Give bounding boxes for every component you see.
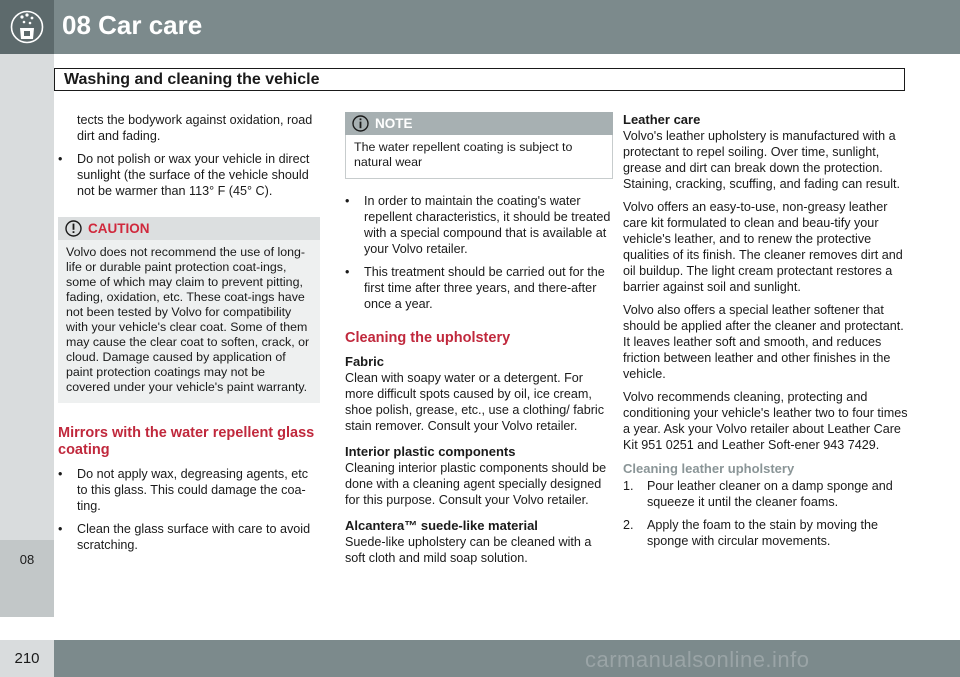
column-1: [58, 112, 320, 560]
list-item-text: Clean the glass surface with care to avoid scratching.: [77, 522, 311, 552]
cleaning-leather-heading: Cleaning leather upholstery: [623, 461, 795, 476]
list-item: [58, 466, 320, 514]
upholstery-heading: Cleaning the upholstery: [345, 330, 511, 346]
caution-title: CAUTION: [88, 221, 150, 236]
fabric-heading: Fabric: [345, 354, 385, 369]
list-item: [58, 151, 320, 199]
paragraph: Volvo's leather upholstery is manufactured with a protectant to repel soiling. Over time, sunlight, grease and dirt can break down the protection. Staining, cracking, scuffing, and fading can result.: [623, 129, 900, 191]
watermark: carmanualsonline.info: [585, 647, 810, 672]
continued-text: tects the bodywork against oxidation, road dirt and fading.: [77, 113, 313, 143]
list-item: [345, 264, 613, 312]
paragraph: Volvo recommends cleaning, protecting and conditioning your vehicle's leather two to four times a year. Ask your Volvo retailer about Leather Care Kit 951 0251 and Leather Soft-ener 943 7429.: [623, 390, 908, 452]
plastic-heading: Interior plastic components: [345, 444, 516, 459]
step-number: 1.: [623, 479, 634, 493]
note-title: NOTE: [375, 116, 413, 131]
bullet-dot: •: [58, 152, 63, 166]
note-box: [345, 112, 613, 179]
step-number: 2.: [623, 518, 634, 532]
warning-icon: [65, 220, 82, 237]
bullet-dot: •: [58, 467, 63, 481]
fabric-text: Clean with soapy water or a detergent. For more difficult spots caused by oil, ice cream, shoe polish, grease, etc., use a clothing/ fabric stain remover. Consult your Volvo retailer.: [345, 371, 605, 433]
leather-heading: Leather care: [623, 112, 701, 127]
column-3: [623, 112, 909, 556]
list-item: [58, 521, 320, 553]
bullet-dot: •: [58, 522, 63, 536]
step-text: Apply the foam to the stain by moving the sponge with circular movements.: [647, 518, 879, 548]
page-number: 210: [14, 650, 40, 667]
list-item-text: Do not polish or wax your vehicle in direct sunlight (the surface of the vehicle should not be warmer than 113° F (45° C).: [77, 152, 310, 198]
bullet-dot: •: [345, 265, 350, 279]
plastic-text: Cleaning interior plastic components should be done with a cleaning agent specially designed for this purpose. Consult your Volvo retailer.: [345, 461, 607, 507]
caution-body: Volvo does not recommend the use of long-life or durable paint protection coat-ings, some of which may claim to prevent pitting, fading, oxidation, etc. These coat-ings have not been tested by Volvo for compatibility with your vehicle's clear coat. Some of them may cause the clear coat to soften, crack, or cloud. Damage caused by application of paint protection coatings may not be covered under your vehicle's paint warranty.: [58, 240, 320, 403]
alcantara-text: Suede-like upholstery can be cleaned with a soft cloth and mild soap solution.: [345, 535, 592, 565]
bullet-dot: •: [345, 194, 350, 208]
note-header: [345, 112, 613, 135]
caution-header: [58, 217, 320, 240]
note-body: The water repellent coating is subject to natural wear: [345, 135, 613, 179]
step-text: Pour leather cleaner on a damp sponge and squeeze it until the cleaner foams.: [647, 479, 893, 509]
chapter-title: 08 Car care: [62, 10, 203, 40]
list-item-text: Do not apply wax, degreasing agents, etc to this glass. This could damage the coa-ting.: [77, 467, 309, 513]
chapter-tab-label: 08: [19, 552, 35, 567]
list-item-text: In order to maintain the coating's water repellent characteristics, it should be treated with a special compound that is available at your Volvo retailer.: [364, 194, 611, 256]
list-item: [345, 193, 613, 257]
footer-bar: [0, 640, 960, 677]
chapter-icon-box: [0, 0, 54, 54]
caution-box: [58, 217, 320, 403]
step-item: [623, 478, 909, 510]
section-title: Washing and cleaning the vehicle: [64, 71, 320, 88]
alcantara-heading: Alcantera™ suede-like material: [345, 518, 538, 533]
side-strip: [0, 54, 54, 617]
section-title-bar: [54, 68, 905, 91]
info-icon: [352, 115, 369, 132]
step-item: [623, 517, 909, 549]
mirrors-heading: Mirrors with the water repellent glass coating: [58, 425, 315, 458]
car-wash-icon: [10, 9, 44, 45]
column-2: [345, 112, 613, 573]
paragraph: Volvo also offers a special leather softener that should be applied after the cleaner and protectant. It leaves leather soft and smooth, and reduces friction between leather and other finishes in the vehicle.: [623, 303, 904, 381]
paragraph: Volvo offers an easy-to-use, non-greasy leather care kit formulated to clean and beau-tify your vehicle's leather, and to renew the protective qualities of its finish. The cleaner removes dirt and oil buildup. The light cream protectant restores a barrier against soil and sunlight.: [623, 200, 903, 294]
list-item-text: This treatment should be carried out for the first time after three years, and there-after once a year.: [364, 265, 605, 311]
